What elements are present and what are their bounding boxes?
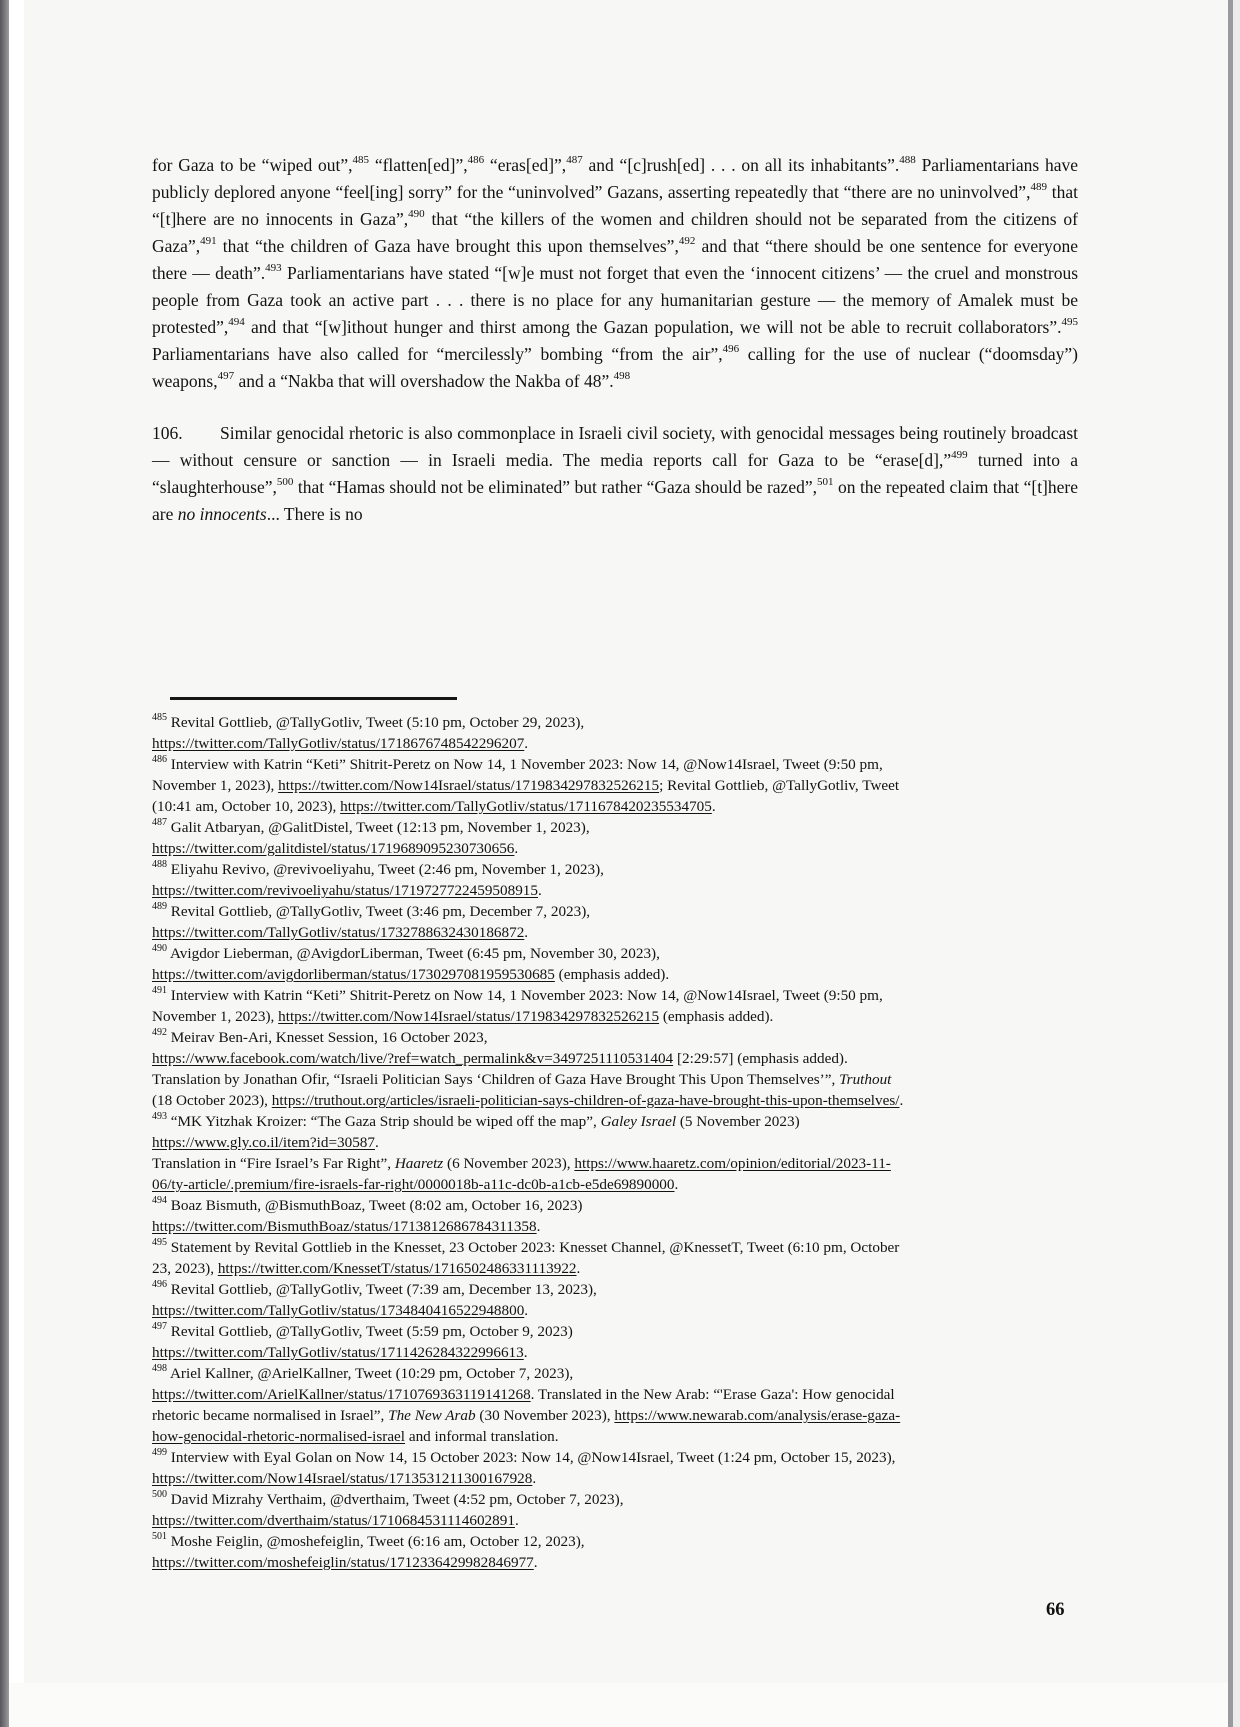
footnote-number: 491 (152, 984, 167, 996)
footnote-number: 494 (152, 1194, 167, 1206)
text-run: “flatten[ed]”, (369, 155, 468, 175)
hyperlink[interactable]: https://twitter.com/Now14Israel/status/1713531211300167928 (152, 1470, 533, 1487)
text-run: and that “[w]ithout hunger and thirst among the Gazan population, we will not be able to recruit collaborators”. (244, 317, 1062, 337)
footnote-line (152, 1237, 1092, 1258)
text-run: that “the killers of the women and children should not be separated from the citizens of Gaza”, (152, 209, 1078, 256)
footnote-ref: 499 (951, 449, 968, 462)
text-run: Similar genocidal rhetoric is also commonplace in Israeli civil society, with genocidal messages being routinely broadcast — without censure or sanction — in Israeli media. The media reports call for Gaza to be “erase[d],” (152, 423, 1078, 470)
text-run: Interview with Katrin “Keti” Shitrit-Peretz on Now 14, 1 November 2023: Now 14, @Now14Israel, Tweet (9:50 pm, (170, 756, 883, 773)
hyperlink[interactable]: https://twitter.com/galitdistel/status/1719689095230730656 (152, 840, 515, 857)
footnote-number: 500 (152, 1488, 167, 1500)
text-run: Boaz Bismuth, @BismuthBoaz, Tweet (8:02 am, October 16, 2023) (170, 1197, 583, 1214)
footnote-line (152, 1195, 1092, 1216)
hyperlink[interactable]: https://twitter.com/Now14Israel/status/1719834297832526215 (278, 1008, 660, 1025)
footnote-number: 485 (152, 711, 167, 723)
footnote (152, 817, 1092, 859)
text-run: that “Hamas should not be eliminated” but rather “Gaza should be razed”, (293, 477, 817, 497)
hyperlink[interactable]: https://twitter.com/Now14Israel/status/1719834297832526215 (278, 777, 660, 794)
footnote-line (152, 1447, 1092, 1468)
footnote-line (152, 1006, 1092, 1027)
footnote-ref: 495 (1061, 316, 1078, 329)
text-run: . (711, 798, 716, 815)
text-run: calling for the use of nuclear (“doomsday”) weapons, (152, 344, 1078, 391)
text-run: that “[t]here are no innocents in Gaza”, (152, 182, 1078, 229)
footnote-line (152, 838, 1092, 859)
text-run: “MK Yitzhak Kroizer: “The Gaza Strip should be wiped off the map”, (170, 1113, 601, 1130)
footnote-line (152, 1363, 1092, 1384)
text-run: Avigdor Lieberman, @AvigdorLiberman, Tweet (6:45 pm, November 30, 2023), (169, 945, 660, 962)
footnote-number: 489 (152, 900, 167, 912)
footnote-line (152, 1279, 1092, 1300)
footnote-line (152, 1321, 1092, 1342)
text-run: . (523, 1344, 528, 1361)
text-run: for Gaza to be “wiped out”, (152, 155, 353, 175)
italic-text: Haaretz (394, 1155, 444, 1172)
footnote-line (152, 775, 1092, 796)
hyperlink[interactable]: https://twitter.com/BismuthBoaz/status/1713812686784311358 (152, 1218, 537, 1235)
text-run: (6 November 2023), (443, 1155, 575, 1172)
footnote (152, 1111, 1092, 1195)
footnote-line (152, 1090, 1092, 1111)
text-run: Translation in “Fire Israel’s Far Right”, (152, 1155, 395, 1172)
footnote-line (152, 1531, 1092, 1552)
footnote-number: 499 (152, 1446, 167, 1458)
hyperlink[interactable]: https://twitter.com/TallyGotliv/status/1734840416522948800 (152, 1302, 525, 1319)
footnote-line (152, 985, 1092, 1006)
text-run: Translation by Jonathan Ofir, “Israeli Politician Says ‘Children of Gaza Have Brought This Upon Themselves’”, (152, 1071, 840, 1088)
hyperlink[interactable]: https://twitter.com/avigdorliberman/status/1730297081959530685 (152, 966, 555, 983)
text-run: Revital Gottlieb, @TallyGotliv, Tweet (5:10 pm, October 29, 2023), (170, 714, 585, 731)
text-run: November 1, 2023), (152, 777, 279, 794)
footnote-line (152, 943, 1092, 964)
footnote-ref: 489 (1030, 181, 1047, 194)
footnote-line (152, 1384, 1092, 1405)
text-run: that “the children of Gaza have brought this upon themselves”, (216, 236, 679, 256)
text-run: Revital Gottlieb, @TallyGotliv, Tweet (3:46 pm, December 7, 2023), (170, 903, 591, 920)
footnote (152, 1279, 1092, 1321)
footnote-ref: 492 (678, 235, 696, 248)
text-run: . (532, 1470, 537, 1487)
scan-left-gap (9, 0, 24, 1727)
text-run: “eras[ed]”, (484, 155, 567, 175)
footnote-number: 498 (152, 1362, 167, 1374)
text-run: . (524, 924, 529, 941)
text-run: 23, 2023), (152, 1260, 218, 1277)
text-run: Parliamentarians have stated “[w]e must not forget that even the ‘innocent citizens’ — the cruel and monstrous people from Gaza took an active part . . . there is no place for any humanitarian gesture — the memory of Amalek must be protested”, (152, 263, 1078, 337)
text-run: . (533, 1554, 538, 1571)
footnote-number: 492 (152, 1026, 167, 1038)
hyperlink[interactable]: how-genocidal-rhetoric-normalised-israel (152, 1428, 406, 1445)
text-run: and informal translation. (405, 1428, 559, 1445)
text-run: Moshe Feiglin, @moshefeiglin, Tweet (6:16 am, October 12, 2023), (170, 1533, 585, 1550)
italic-text: Truthout (839, 1071, 892, 1088)
footnote-line (152, 1300, 1092, 1321)
italic-text: Galey Israel (600, 1113, 677, 1130)
hyperlink[interactable]: https://twitter.com/TallyGotliv/status/1718676748542296207 (152, 735, 525, 752)
text-run: turned into a “slaughterhouse”, (152, 450, 1078, 497)
footnote (152, 1363, 1092, 1447)
hyperlink[interactable]: https://twitter.com/moshefeiglin/status/1712336429982846977 (152, 1554, 534, 1571)
footnote-line (152, 922, 1092, 943)
footnote-line (152, 1552, 1092, 1573)
footnote (152, 1237, 1092, 1279)
footnote-line (152, 1510, 1092, 1531)
text-run: [2:29:57] (emphasis added). (673, 1050, 848, 1067)
text-run: . (899, 1092, 904, 1109)
footnote-line (152, 1048, 1092, 1069)
footnote-ref: 494 (228, 316, 245, 329)
footnote (152, 1027, 1092, 1111)
footnote-number: 493 (152, 1110, 167, 1122)
hyperlink[interactable]: https://twitter.com/TallyGotliv/status/1711426284322996613 (152, 1344, 524, 1361)
text-run: . (524, 1302, 529, 1319)
footnote (152, 1531, 1092, 1573)
footnote-line (152, 1489, 1092, 1510)
text-run: . (375, 1134, 379, 1151)
footnote-line (152, 1468, 1092, 1489)
text-run: Statement by Revital Gottlieb in the Knesset, 23 October 2023: Knesset Channel, @KnessetT, Tweet (6:10 pm, October (170, 1239, 900, 1256)
text-run: David Mizrahy Verthaim, @dverthaim, Tweet (4:52 pm, October 7, 2023), (170, 1491, 624, 1508)
footnote-ref: 486 (467, 154, 485, 167)
text-run: (5 November 2023) (676, 1113, 800, 1130)
text-run: Revital Gottlieb, @TallyGotliv, Tweet (5:59 pm, October 9, 2023) (170, 1323, 573, 1340)
text-run: ... There is no (266, 504, 363, 524)
footnote-line (152, 1405, 1092, 1426)
footnote-ref: 485 (352, 154, 370, 167)
italic-text: no innocents (177, 504, 267, 524)
body-text (152, 152, 1078, 528)
scan-bottom-band (9, 1683, 1228, 1727)
footnote-number: 495 (152, 1236, 167, 1248)
scan-right-margin (1233, 0, 1240, 1727)
footnote-line (152, 964, 1092, 985)
text-run: (emphasis added). (659, 1008, 774, 1025)
footnote (152, 943, 1092, 985)
text-run: . (576, 1260, 581, 1277)
text-run: . (524, 735, 529, 752)
footnote-line (152, 1174, 1092, 1195)
text-run: and “[c]rush[ed] . . . on all its inhabitants”. (582, 155, 900, 175)
footnote-line (152, 1342, 1092, 1363)
footnote (152, 1447, 1092, 1489)
hyperlink[interactable]: https://www.haaretz.com/opinion/editorial/2023-11- (574, 1155, 891, 1172)
paragraph (152, 152, 1078, 395)
footnote-line (152, 859, 1092, 880)
hyperlink[interactable]: https://twitter.com/TallyGotliv/status/1732788632430186872 (152, 924, 525, 941)
footnote-number: 501 (152, 1530, 167, 1542)
text-run: (emphasis added). (554, 966, 670, 983)
footnote-line (152, 1216, 1092, 1237)
hyperlink[interactable]: https://www.newarab.com/analysis/erase-gaza- (614, 1407, 901, 1424)
footnote (152, 712, 1092, 754)
text-run: ; Revital Gottlieb, @TallyGotliv, Tweet (659, 777, 900, 794)
footnote-line (152, 796, 1092, 817)
hyperlink[interactable]: https://twitter.com/dverthaim/status/1710684531114602891 (152, 1512, 515, 1529)
text-run: and that “there should be one sentence for everyone there — death”. (152, 236, 1079, 283)
footnote-line (152, 1426, 1092, 1447)
text-run: rhetoric became normalised in Israel”, (152, 1407, 389, 1424)
text-run: (18 October 2023), (152, 1092, 272, 1109)
footnote (152, 1195, 1092, 1237)
footnote-number: 496 (152, 1278, 167, 1290)
text-run: . Translated in the New Arab: “'Erase Gaza': How genocidal (530, 1386, 895, 1403)
text-run: (30 November 2023), (475, 1407, 615, 1424)
hyperlink[interactable]: https://www.facebook.com/watch/live/?ref=watch_permalink&v=3497251110531404 (152, 1050, 674, 1067)
footnote-ref: 490 (408, 208, 425, 221)
footnote-line (152, 1111, 1092, 1132)
hyperlink[interactable]: https://truthout.org/articles/israeli-politician-says-children-of-gaza-have-brought-this-upon-themselves/ (271, 1092, 900, 1109)
footnote-ref: 497 (217, 370, 235, 383)
text-run: and a “Nakba that will overshadow the Nakba of 48”. (234, 371, 614, 391)
footnote-ref: 500 (276, 476, 294, 489)
text-run: . (674, 1176, 679, 1193)
hyperlink[interactable]: https://twitter.com/TallyGotliv/status/1711678420235534705 (340, 798, 712, 815)
footnote (152, 1321, 1092, 1363)
footnote-ref: 501 (816, 476, 834, 489)
footnote-ref: 487 (566, 154, 583, 167)
footnote-line (152, 1258, 1092, 1279)
text-run: Parliamentarians have also called for “mercilessly” bombing “from the air”, (152, 344, 723, 364)
footnote-line (152, 880, 1092, 901)
text-run: . (537, 882, 542, 899)
footnote (152, 985, 1092, 1027)
italic-text: The New Arab (388, 1407, 476, 1424)
footnote-line (152, 1132, 1092, 1153)
footnote-number: 488 (152, 858, 167, 870)
footnote-line (152, 901, 1092, 922)
footnote-ref: 493 (265, 262, 282, 275)
paragraph (152, 420, 1078, 528)
hyperlink[interactable]: https://twitter.com/revivoeliyahu/status/1719727722459508915 (152, 882, 538, 899)
text-run: . (514, 1512, 519, 1529)
footnote-ref: 491 (200, 235, 217, 248)
footnote-number: 490 (152, 942, 167, 954)
footnote (152, 859, 1092, 901)
text-run: (10:41 am, October 10, 2023), (152, 798, 341, 815)
footnote-line (152, 1027, 1092, 1048)
footnote-line (152, 817, 1092, 838)
footnote-line (152, 1153, 1092, 1174)
footnote-number: 487 (152, 816, 167, 828)
footnotes-section (152, 712, 1092, 1573)
footnote-ref: 498 (613, 370, 631, 383)
text-run: Interview with Eyal Golan on Now 14, 15 October 2023: Now 14, @Now14Israel, Tweet (1:24 pm, October 15, 2023), (170, 1449, 896, 1466)
text-run: on the repeated claim that “[t]here are (152, 477, 1078, 524)
footnote-line (152, 733, 1092, 754)
text-run: Interview with Katrin “Keti” Shitrit-Peretz on Now 14, 1 November 2023: Now 14, @Now14Israel, Tweet (9:50 pm, (170, 987, 883, 1004)
text-run: Ariel Kallner, @ArielKallner, Tweet (10:29 pm, October 7, 2023), (169, 1365, 574, 1382)
hyperlink[interactable]: 06/ty-article/.premium/fire-israels-far-right/0000018b-a11c-dc0b-a1cb-e5de69890000 (152, 1176, 675, 1193)
text-run: Eliyahu Revivo, @revivoeliyahu, Tweet (2:46 pm, November 1, 2023), (170, 861, 604, 878)
hyperlink[interactable]: https://twitter.com/ArielKallner/status/1710769363119141268 (152, 1386, 531, 1403)
paragraph-number: 106. (152, 423, 183, 443)
footnote-separator (170, 697, 457, 700)
text-run: . (514, 840, 519, 857)
footnote-number: 486 (152, 753, 167, 765)
text-run: Meirav Ben-Ari, Knesset Session, 16 October 2023, (170, 1029, 488, 1046)
footnote (152, 1489, 1092, 1531)
hyperlink[interactable]: https://twitter.com/KnessetT/status/1716502486331113922 (217, 1260, 577, 1277)
text-run: Galit Atbaryan, @GalitDistel, Tweet (12:13 pm, November 1, 2023), (170, 819, 590, 836)
page-number: 66 (1046, 1600, 1065, 1620)
footnote-ref: 496 (722, 343, 740, 356)
text-run: Parliamentarians have publicly deplored anyone “feel[ing] sorry” for the “uninvolved” Gazans, asserting repeatedly that “there are no uninvolved”, (152, 155, 1078, 202)
footnote-ref: 488 (899, 154, 916, 167)
footnote-line (152, 1069, 1092, 1090)
footnote-line (152, 712, 1092, 733)
hyperlink[interactable]: https://www.gly.co.il/item?id=30587 (152, 1134, 375, 1151)
scan-left-edge (0, 0, 9, 1727)
text-run: . (536, 1218, 541, 1235)
footnote (152, 901, 1092, 943)
footnote-line (152, 754, 1092, 775)
text-run: Revital Gottlieb, @TallyGotliv, Tweet (7:39 am, December 13, 2023), (170, 1281, 597, 1298)
footnote (152, 754, 1092, 817)
footnote-number: 497 (152, 1320, 167, 1332)
text-run: November 1, 2023), (152, 1008, 279, 1025)
